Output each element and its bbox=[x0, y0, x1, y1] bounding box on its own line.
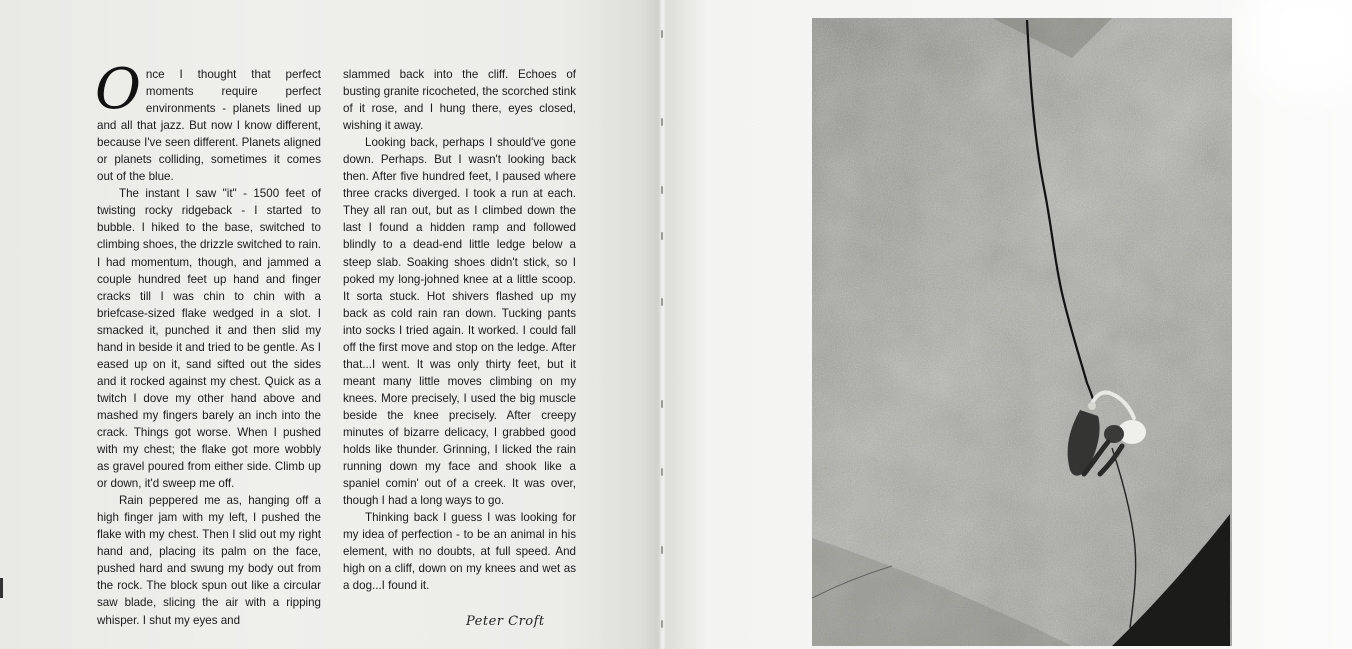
paragraph-1 bbox=[95, 57, 321, 185]
paragraph-2: The instant I saw "it" - 1500 feet of twisting rocky ridgeback - I started to bubble. I hiked to the base, switched to climbing shoes, the drizzle switched to rain. I had momentum, though, and jammed a couple hundred feet up hand and finger cracks till I was chin to chin with a briefcase-sized flake wedged in a slot. I smacked it, punched it and then slid my hand in beside it and tried to be gentle. As I eased up on it, sand sifted out the sides and it rocked against my chest. Quick as a twitch I dove my other hand above and mashed my fingers barely an inch into the crack. Things got worse. When I pushed with my chest; the flake got more wobbly as gravel poured from either side. Climb up or down, it'd sweep me off. bbox=[97, 187, 321, 491]
stitch bbox=[661, 232, 663, 240]
paragraph-5: Looking back, perhaps I should've gone down. Perhaps. But I wasn't looking back then. After five hundred feet, I paused where three cracks diverged. I took a run at each. They all ran out, but as I climbed down the last I found a hidden ramp and followed blindly to a dead-end little ledge below a steep slab. Soaking shoes didn't stick, so I poked my long-johned knee at a little scoop. It sorta stuck. Hot shivers flashed up my back as cold rain ran down. Tucking pants into socks I tried again. It worked. I could fall off the first move and stop on the ledge. After that...I went. It was only thirty feet, but it meant many little moves climbing on my knees. More precisely, I used the big muscle beside the knee precisely. After creepy minutes of bizarre delicacy, I grabbed good holds like thunder. Grinning, I licked the rain running down my face and shook like a spaniel comin' out of a creek. It was over, though I had a long ways to go. bbox=[343, 136, 576, 508]
stitch bbox=[661, 546, 663, 554]
paragraph-3: Rain peppered me as, hanging off a high finger jam with my left, I pushed the flake with my chest. Then I slid out my right hand and, placing its palm on the face, pushed hard and swung my body out from the rock. The block spun out like a circular saw blade, slicing the air with a ripping whisper. I shut my eyes and bbox=[97, 494, 321, 627]
stitch bbox=[661, 186, 663, 194]
left-page bbox=[0, 0, 660, 649]
stitch bbox=[661, 400, 663, 408]
page-edge-mark bbox=[0, 578, 3, 598]
paragraph-4: slammed back into the cliff. Echoes of busting granite ricocheted, the scorched stink of it rose, and I hung there, eyes closed, wishing it away. bbox=[343, 68, 576, 133]
author-signature: Peter Croft bbox=[466, 614, 545, 629]
drop-cap: O bbox=[95, 57, 141, 122]
text-column-2 bbox=[343, 66, 576, 594]
binding-stitches bbox=[661, 0, 665, 649]
paragraph-6: Thinking back I guess I was looking for my idea of perfection - to be an animal in his element, with no doubts, at full speed. And high on a cliff, down on my knees and wet as a dog...I found it. bbox=[343, 511, 576, 593]
stitch bbox=[661, 118, 663, 126]
stitch bbox=[661, 468, 663, 476]
climber-photo-image bbox=[812, 18, 1232, 646]
stitch bbox=[661, 30, 663, 38]
stitch bbox=[661, 298, 663, 306]
text-column-1 bbox=[95, 57, 321, 629]
stitch bbox=[661, 620, 663, 628]
climber-photo bbox=[812, 18, 1232, 646]
light-glare bbox=[1222, 0, 1352, 120]
paragraph-1-text: nce I thought that perfect moments require perfect environments - planets lined up and all that jazz. But now I know different, because I've seen different. Planets aligned or planets colliding, sometimes it comes out of the blue. bbox=[97, 68, 321, 184]
